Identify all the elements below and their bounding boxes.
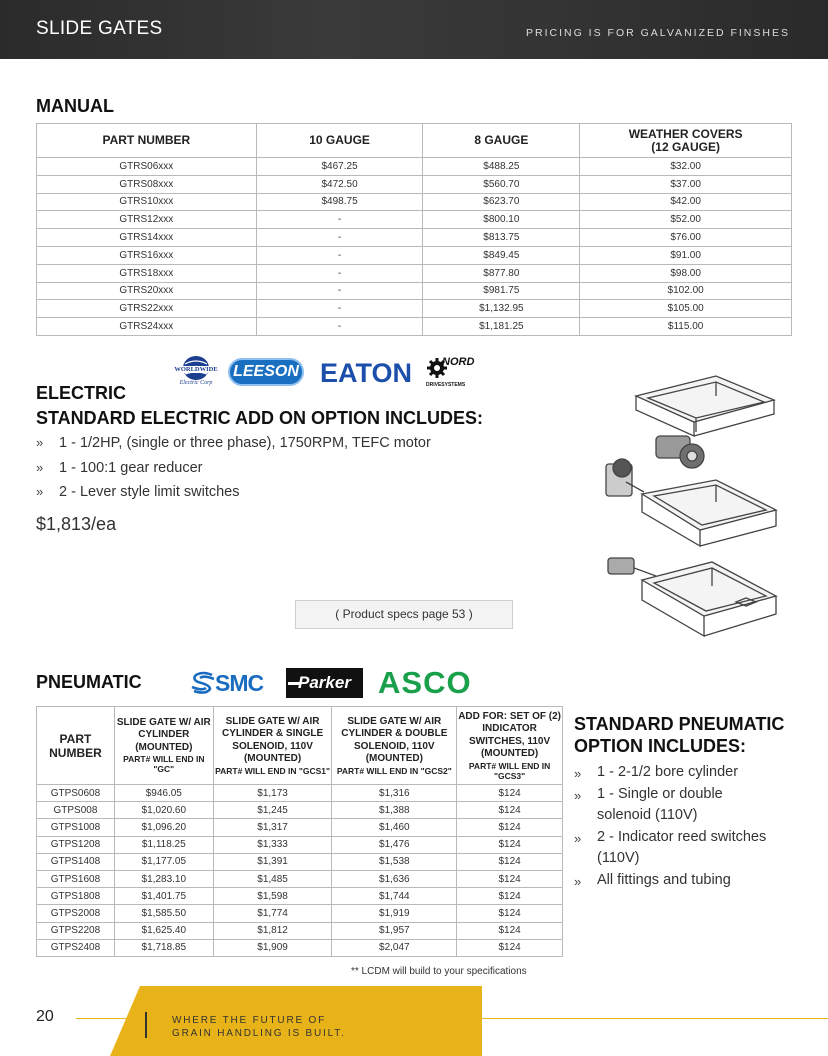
price-cell: $849.45 xyxy=(423,246,580,264)
page-number: 20 xyxy=(36,1008,54,1025)
lcdm-footnote: ** LCDM will build to your specifications xyxy=(351,966,527,977)
list-item xyxy=(36,460,576,485)
table-row xyxy=(37,853,563,870)
bullet-arrow-icon: » xyxy=(574,766,582,781)
price-cell: $124 xyxy=(457,802,563,819)
price-cell: $2,047 xyxy=(332,939,457,956)
price-cell: $76.00 xyxy=(580,229,792,247)
nord-logo xyxy=(424,355,475,391)
worldwide-logo-subtext: Electric Corp xyxy=(179,380,213,386)
table-row xyxy=(37,888,563,905)
col-8-gauge: 8 GAUGE xyxy=(423,124,580,158)
col-main-label: SLIDE GATE W/ AIR CYLINDER (MOUNTED) xyxy=(116,716,211,753)
price-cell: $1,173 xyxy=(213,785,332,802)
price-cell: $105.00 xyxy=(580,300,792,318)
smc-logo-text: SMC xyxy=(215,670,264,696)
list-item xyxy=(36,435,576,460)
price-cell: $124 xyxy=(457,785,563,802)
table-row xyxy=(37,158,792,176)
bullet-text: 1 - 100:1 gear reducer xyxy=(59,459,203,476)
part-number-cell: GTRS22xxx xyxy=(37,300,257,318)
table-row xyxy=(37,193,792,211)
table-row xyxy=(37,300,792,318)
price-cell: $1,774 xyxy=(213,905,332,922)
table-row xyxy=(37,175,792,193)
price-cell: $1,460 xyxy=(332,819,457,836)
price-cell: $1,909 xyxy=(213,939,332,956)
col-main-label: SLIDE GATE W/ AIR CYLINDER & DOUBLE SOLENOID, 110V (MOUNTED) xyxy=(341,715,448,764)
table-row xyxy=(37,264,792,282)
col-main-label: SLIDE GATE W/ AIR CYLINDER & SINGLE SOLENOID, 110V (MOUNTED) xyxy=(222,715,324,764)
price-cell: $981.75 xyxy=(423,282,580,300)
bullet-arrow-icon: » xyxy=(574,873,582,889)
footer-tagline xyxy=(172,1014,346,1040)
slide-gate-illustration xyxy=(596,370,796,680)
part-number-cell: GTRS20xxx xyxy=(37,282,257,300)
price-cell: $37.00 xyxy=(580,175,792,193)
header-title: SLIDE GATES xyxy=(36,18,163,39)
price-cell: $52.00 xyxy=(580,211,792,229)
price-cell: - xyxy=(256,246,423,264)
bullet-text: 1 - 2-1/2 bore cylinder xyxy=(597,764,739,780)
table-row xyxy=(37,922,563,939)
col-single-solenoid xyxy=(213,707,332,785)
col-weather-covers xyxy=(580,124,792,158)
price-cell: $1,485 xyxy=(213,870,332,887)
footer-tagline-line1: WHERE THE FUTURE OF xyxy=(172,1015,327,1026)
pneumatic-bullet-list xyxy=(574,762,774,891)
price-cell: $1,181.25 xyxy=(423,318,580,336)
parker-logo-text: Parker xyxy=(298,673,351,692)
price-cell: $42.00 xyxy=(580,193,792,211)
table-row xyxy=(37,211,792,229)
price-cell: $1,118.25 xyxy=(114,836,213,853)
worldwide-logo-text: WORLDWIDE xyxy=(174,366,218,373)
table-row xyxy=(37,785,563,802)
bullet-text: All fittings and tubing xyxy=(597,871,731,888)
part-number-cell: GTRS18xxx xyxy=(37,264,257,282)
price-cell: $1,177.05 xyxy=(114,853,213,870)
price-cell: $124 xyxy=(457,939,563,956)
part-number-cell: GTRS12xxx xyxy=(37,211,257,229)
price-cell: $102.00 xyxy=(580,282,792,300)
price-cell: $472.50 xyxy=(256,175,423,193)
bullet-text: 1 - Single or double solenoid (110V) xyxy=(597,785,723,823)
electric-option-heading: STANDARD ELECTRIC ADD ON OPTION INCLUDES: xyxy=(36,408,483,428)
col-weather-covers-line1: WEATHER COVERS xyxy=(628,126,743,141)
table-row xyxy=(37,246,792,264)
eaton-logo xyxy=(320,358,413,388)
price-cell: $124 xyxy=(457,836,563,853)
price-cell: - xyxy=(256,282,423,300)
header-pricing-note: PRICING IS FOR GALVANIZED FINSHES xyxy=(526,27,790,39)
electric-price: $1,813/ea xyxy=(36,514,117,534)
bullet-text: 1 - 1/2HP, (single or three phase), 1750RPM, TEFC motor xyxy=(59,435,431,451)
price-cell: $1,283.10 xyxy=(114,870,213,887)
price-cell: $560.70 xyxy=(423,175,580,193)
price-cell: $1,625.40 xyxy=(114,922,213,939)
col-indicator-switches xyxy=(457,707,563,785)
pneumatic-price-table xyxy=(36,706,563,957)
footer-tagline-line2: GRAIN HANDLING IS BUILT. xyxy=(172,1028,346,1039)
part-number-cell: GTPS2208 xyxy=(37,922,115,939)
table-header-row xyxy=(37,707,563,785)
price-cell: $124 xyxy=(457,922,563,939)
part-number-cell: GTRS24xxx xyxy=(37,318,257,336)
price-cell: $124 xyxy=(457,870,563,887)
pneumatic-table-body xyxy=(37,785,563,957)
price-cell: $115.00 xyxy=(580,318,792,336)
price-cell: $124 xyxy=(457,853,563,870)
price-cell: $1,020.60 xyxy=(114,802,213,819)
bullet-text: 2 - Lever style limit switches xyxy=(59,484,240,500)
product-specs-link[interactable]: ( Product specs page 53 ) xyxy=(295,600,513,629)
table-row xyxy=(37,905,563,922)
col-weather-covers-line2: (12 GAUGE) xyxy=(651,139,720,154)
price-cell: $98.00 xyxy=(580,264,792,282)
part-number-cell: GTPS2408 xyxy=(37,939,115,956)
price-cell: $1,636 xyxy=(332,870,457,887)
table-row xyxy=(37,819,563,836)
price-cell: $1,132.95 xyxy=(423,300,580,318)
col-sub-label: PART# WILL END IN "GCS2" xyxy=(336,765,452,776)
table-row xyxy=(37,939,563,956)
table-row xyxy=(37,870,563,887)
part-number-cell: GTRS06xxx xyxy=(37,158,257,176)
list-item xyxy=(36,484,576,509)
col-sub-label: PART# WILL END IN "GC" xyxy=(123,754,205,775)
manual-table-body xyxy=(37,158,792,336)
price-cell: $124 xyxy=(457,819,563,836)
table-row xyxy=(37,282,792,300)
part-number-cell: GTPS2008 xyxy=(37,905,115,922)
price-cell: $1,919 xyxy=(332,905,457,922)
price-cell: $91.00 xyxy=(580,246,792,264)
col-part-number: PART NUMBER xyxy=(37,707,115,785)
price-cell: $946.05 xyxy=(114,785,213,802)
bullet-arrow-icon: » xyxy=(574,830,582,846)
page-header xyxy=(0,0,828,59)
table-header-row xyxy=(37,124,792,158)
price-cell: $467.25 xyxy=(256,158,423,176)
col-double-solenoid xyxy=(332,707,457,785)
price-cell: $124 xyxy=(457,888,563,905)
price-cell: $1,317 xyxy=(213,819,332,836)
col-part-number: PART NUMBER xyxy=(37,124,257,158)
price-cell: $1,388 xyxy=(332,802,457,819)
price-cell: - xyxy=(256,300,423,318)
price-cell: $488.25 xyxy=(423,158,580,176)
price-cell: $1,744 xyxy=(332,888,457,905)
footer-divider xyxy=(145,1012,147,1038)
price-cell: $623.70 xyxy=(423,193,580,211)
manual-section-title: MANUAL xyxy=(36,96,114,116)
worldwide-electric-logo xyxy=(174,354,218,390)
price-cell: $1,957 xyxy=(332,922,457,939)
price-cell: $1,718.85 xyxy=(114,939,213,956)
part-number-cell: GTRS16xxx xyxy=(37,246,257,264)
asco-logo xyxy=(378,667,472,699)
price-cell: $813.75 xyxy=(423,229,580,247)
part-number-cell: GTPS1608 xyxy=(37,870,115,887)
part-number-cell: GTPS1208 xyxy=(37,836,115,853)
smc-logo xyxy=(190,669,272,697)
price-cell: $498.75 xyxy=(256,193,423,211)
electric-section-title: ELECTRIC xyxy=(36,383,126,403)
asco-logo-text: ASCO xyxy=(378,665,472,700)
col-sub-label: PART# WILL END IN "GCS3" xyxy=(468,760,551,781)
manual-price-table xyxy=(36,123,792,336)
nord-logo-subtext: DRIVESYSTEMS xyxy=(426,382,466,388)
price-cell: $1,096.20 xyxy=(114,819,213,836)
price-cell: $1,585.50 xyxy=(114,905,213,922)
leeson-logo xyxy=(228,358,304,386)
bullet-arrow-icon: » xyxy=(36,484,44,499)
list-item xyxy=(574,762,774,784)
list-item xyxy=(574,870,774,892)
col-main-label: ADD FOR: SET OF (2) INDICATOR SWITCHES, 110V (MOUNTED) xyxy=(458,710,561,759)
col-sub-label: PART# WILL END IN "GCS1" xyxy=(215,765,331,776)
part-number-cell: GTRS14xxx xyxy=(37,229,257,247)
price-cell: $1,245 xyxy=(213,802,332,819)
price-cell: - xyxy=(256,264,423,282)
price-cell: - xyxy=(256,318,423,336)
price-cell: $1,401.75 xyxy=(114,888,213,905)
electric-bullet-list xyxy=(36,435,576,509)
table-row xyxy=(37,802,563,819)
part-number-cell: GTPS1008 xyxy=(37,819,115,836)
list-item xyxy=(574,784,774,827)
table-row xyxy=(37,836,563,853)
part-number-cell: GTPS0608 xyxy=(37,785,115,802)
price-cell: $1,333 xyxy=(213,836,332,853)
col-slide-gate-air-cylinder xyxy=(114,707,213,785)
table-row xyxy=(37,229,792,247)
pneumatic-option-heading: STANDARD PNEUMATIC OPTION INCLUDES: xyxy=(574,714,785,756)
bullet-text: 2 - Indicator reed switches (110V) xyxy=(597,828,767,866)
list-item xyxy=(574,827,774,870)
price-cell: $877.80 xyxy=(423,264,580,282)
price-cell: $800.10 xyxy=(423,211,580,229)
nord-logo-text: NORD xyxy=(442,356,475,368)
table-row xyxy=(37,318,792,336)
eaton-logo-text: EATON xyxy=(320,358,413,388)
price-cell: $1,538 xyxy=(332,853,457,870)
part-number-cell: GTPS1808 xyxy=(37,888,115,905)
price-cell: $124 xyxy=(457,905,563,922)
price-cell: $32.00 xyxy=(580,158,792,176)
price-cell: $1,812 xyxy=(213,922,332,939)
leeson-logo-text: LEESON xyxy=(233,363,299,380)
col-10-gauge: 10 GAUGE xyxy=(256,124,423,158)
part-number-cell: GTRS10xxx xyxy=(37,193,257,211)
price-cell: - xyxy=(256,211,423,229)
part-number-cell: GTPS1408 xyxy=(37,853,115,870)
parker-logo xyxy=(286,668,363,698)
bullet-arrow-icon: » xyxy=(36,435,44,450)
pneumatic-section-title: PNEUMATIC xyxy=(36,672,142,692)
price-cell: $1,316 xyxy=(332,785,457,802)
bullet-arrow-icon: » xyxy=(574,787,582,803)
price-cell: - xyxy=(256,229,423,247)
part-number-cell: GTPS008 xyxy=(37,802,115,819)
bullet-arrow-icon: » xyxy=(36,459,44,475)
price-cell: $1,391 xyxy=(213,853,332,870)
price-cell: $1,598 xyxy=(213,888,332,905)
part-number-cell: GTRS08xxx xyxy=(37,175,257,193)
price-cell: $1,476 xyxy=(332,836,457,853)
